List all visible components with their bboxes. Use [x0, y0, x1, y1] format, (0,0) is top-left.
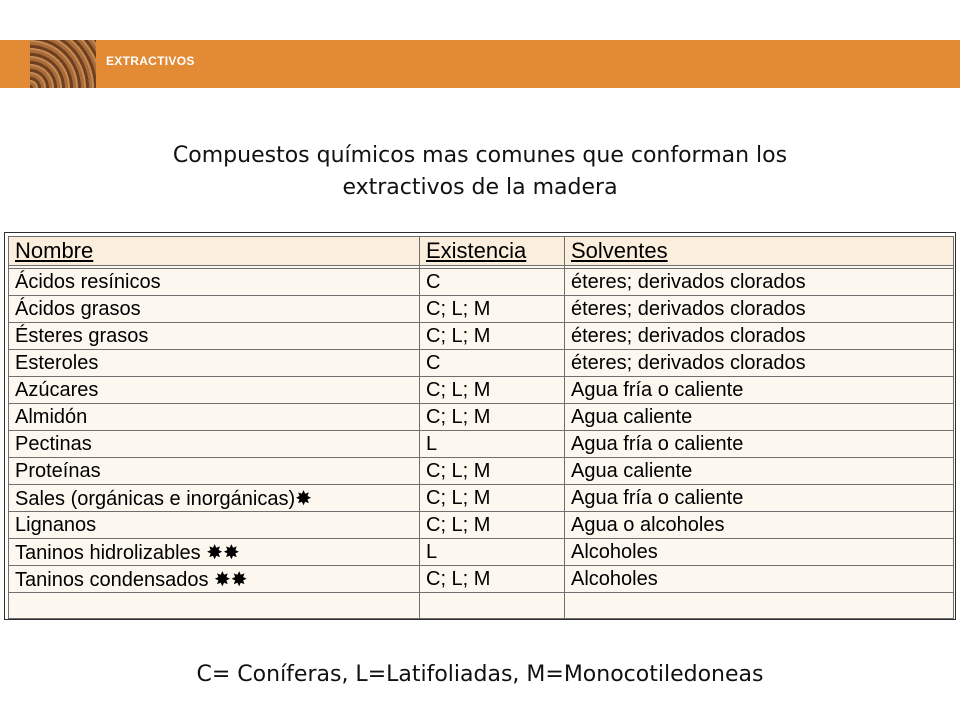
- cell-nombre: Almidón: [9, 404, 420, 431]
- table-header-row: [9, 237, 954, 266]
- compounds-table-frame: [4, 232, 956, 620]
- header-existencia: Existencia: [420, 237, 565, 266]
- cell-solventes: Agua fría o caliente: [565, 431, 954, 458]
- cell-existencia: L: [420, 431, 565, 458]
- cell-existencia: C; L; M: [420, 404, 565, 431]
- cell-nombre: Taninos condensados ✸✸: [9, 566, 420, 593]
- cell-existencia: C: [420, 350, 565, 377]
- table-row: [9, 431, 954, 458]
- page-heading: [0, 140, 960, 204]
- table-row: [9, 485, 954, 512]
- table-row: [9, 539, 954, 566]
- wood-rings-thumbnail: [30, 40, 96, 88]
- cell-existencia: C; L; M: [420, 458, 565, 485]
- cell-nombre: Ácidos grasos: [9, 296, 420, 323]
- cell-nombre: Taninos hidrolizables ✸✸: [9, 539, 420, 566]
- table-row: [9, 593, 954, 619]
- cell-solventes: Alcoholes: [565, 566, 954, 593]
- cell-existencia: C: [420, 269, 565, 296]
- heading-line-1: Compuestos químicos mas comunes que conforman los: [172, 143, 788, 168]
- cell-nombre: Esteroles: [9, 350, 420, 377]
- table-row: [9, 404, 954, 431]
- cell-solventes: Agua caliente: [565, 458, 954, 485]
- cell-nombre: Lignanos: [9, 512, 420, 539]
- table-row: [9, 512, 954, 539]
- table-row: [9, 269, 954, 296]
- cell-solventes: éteres; derivados clorados: [565, 350, 954, 377]
- table-row: [9, 296, 954, 323]
- cell-nombre: Sales (orgánicas e inorgánicas)✸: [9, 485, 420, 512]
- cell-nombre: [9, 593, 420, 619]
- header-nombre: Nombre: [9, 237, 420, 266]
- cell-existencia: C; L; M: [420, 485, 565, 512]
- cell-nombre: Ésteres grasos: [9, 323, 420, 350]
- cell-nombre: Proteínas: [9, 458, 420, 485]
- table-row: [9, 377, 954, 404]
- heading-line-2: extractivos de la madera: [342, 175, 618, 200]
- table-row: [9, 350, 954, 377]
- cell-nombre: Pectinas: [9, 431, 420, 458]
- cell-solventes: éteres; derivados clorados: [565, 323, 954, 350]
- legend-text: C= Coníferas, L=Latifoliadas, M=Monocotiledoneas: [196, 662, 764, 687]
- cell-solventes: Agua fría o caliente: [565, 377, 954, 404]
- cell-existencia: L: [420, 539, 565, 566]
- cell-nombre: Ácidos resínicos: [9, 269, 420, 296]
- table-row: [9, 323, 954, 350]
- cell-existencia: C; L; M: [420, 323, 565, 350]
- compounds-table: [8, 236, 954, 619]
- cell-nombre: Azúcares: [9, 377, 420, 404]
- header-solventes: Solventes: [565, 237, 954, 266]
- cell-solventes: éteres; derivados clorados: [565, 269, 954, 296]
- cell-existencia: C; L; M: [420, 512, 565, 539]
- cell-solventes: [565, 593, 954, 619]
- cell-solventes: Alcoholes: [565, 539, 954, 566]
- cell-solventes: éteres; derivados clorados: [565, 296, 954, 323]
- table-row: [9, 566, 954, 593]
- cell-solventes: Agua o alcoholes: [565, 512, 954, 539]
- banner-title: EXTRACTIVOS: [106, 54, 195, 68]
- cell-existencia: C; L; M: [420, 566, 565, 593]
- table-row: [9, 458, 954, 485]
- header-banner: [0, 40, 960, 88]
- cell-solventes: Agua caliente: [565, 404, 954, 431]
- cell-solventes: Agua fría o caliente: [565, 485, 954, 512]
- cell-existencia: C; L; M: [420, 296, 565, 323]
- cell-existencia: [420, 593, 565, 619]
- cell-existencia: C; L; M: [420, 377, 565, 404]
